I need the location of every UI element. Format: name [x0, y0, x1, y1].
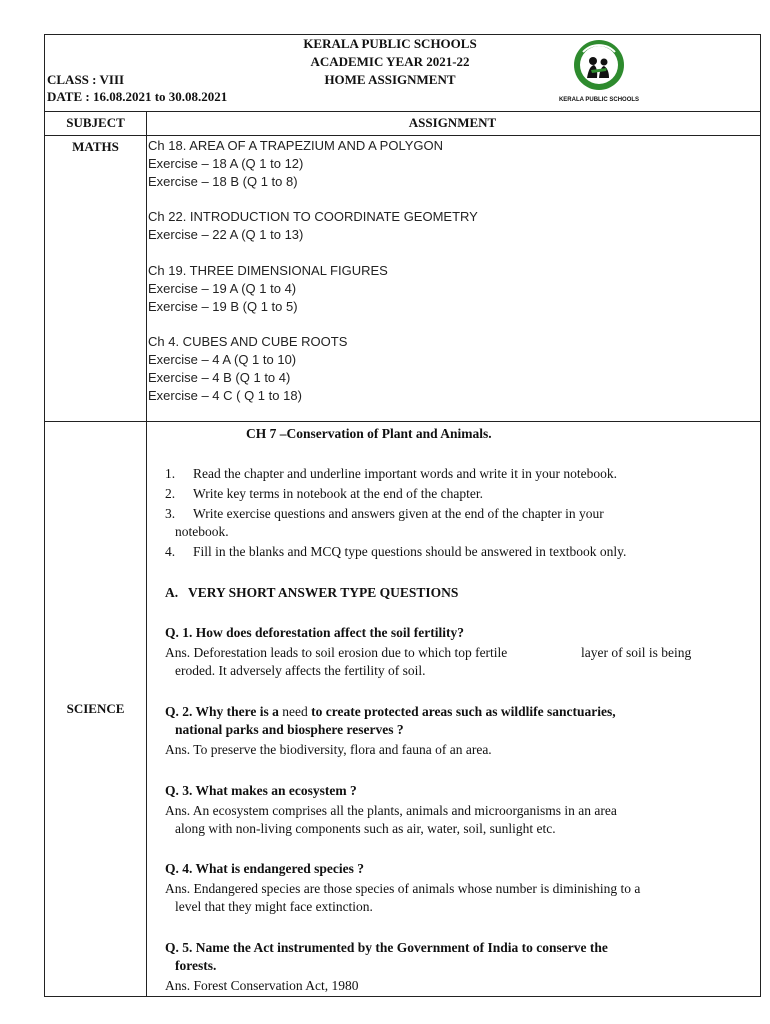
exercise-line: Exercise – 19 A (Q 1 to 4): [148, 281, 297, 296]
answer: Ans. To preserve the biodiversity, flora and fauna of an area.: [165, 742, 492, 757]
header-divider: [45, 111, 760, 112]
instruction-text: notebook.: [175, 524, 229, 539]
answer: layer of soil is being: [581, 645, 692, 660]
question: forests.: [175, 958, 217, 973]
school-logo-icon: [558, 38, 640, 104]
answer: eroded. It adversely affects the fertility of soil.: [175, 663, 426, 678]
question: national parks and biosphere reserves ?: [175, 722, 404, 737]
chapter-heading: Ch 19. THREE DIMENSIONAL FIGURES: [148, 263, 388, 278]
assignment-column-header: ASSIGNMENT: [408, 115, 497, 130]
answer: Ans. Deforestation leads to soil erosion due to which top fertile: [165, 645, 508, 660]
academic-year: ACADEMIC YEAR 2021-22: [310, 54, 470, 69]
answer: level that they might face extinction.: [175, 899, 373, 914]
question: Q. 3. What makes an ecosystem ?: [165, 783, 357, 798]
question-text: to create protected areas such as wildlife sanctuaries,: [311, 704, 616, 719]
chapter-heading: Ch 22. INTRODUCTION TO COORDINATE GEOMETRY: [148, 209, 478, 224]
section-heading: A. VERY SHORT ANSWER TYPE QUESTIONS: [165, 585, 459, 600]
instruction-text: Write key terms in notebook at the end of the chapter.: [193, 486, 483, 501]
chapter-title: CH 7 –Conservation of Plant and Animals.: [246, 426, 492, 441]
school-logo: [558, 38, 640, 104]
class-label: CLASS : VIII: [47, 72, 125, 87]
subject-maths: MATHS: [72, 139, 119, 154]
exercise-line: Exercise – 18 B (Q 1 to 8): [148, 174, 298, 189]
answer: along with non-living components such as air, water, soil, sunlight etc.: [175, 821, 556, 836]
subject-science: SCIENCE: [66, 701, 125, 716]
instruction-text: Write exercise questions and answers given at the end of the chapter in your: [193, 506, 604, 521]
question-text: need: [282, 704, 308, 719]
column-divider: [146, 111, 147, 996]
exercise-line: Exercise – 22 A (Q 1 to 13): [148, 227, 304, 242]
question-text: Q. 2. Why there is a: [165, 704, 279, 719]
school-name: KERALA PUBLIC SCHOOLS: [303, 36, 477, 51]
instruction-text: Read the chapter and underline important words and write it in your notebook.: [193, 466, 618, 481]
exercise-line: Exercise – 4 A (Q 1 to 10): [148, 352, 297, 367]
exercise-line: Exercise – 18 A (Q 1 to 12): [148, 156, 304, 171]
question: Q. 1. How does deforestation affect the soil fertility?: [165, 625, 464, 640]
document-title: HOME ASSIGNMENT: [324, 72, 456, 87]
question: Q. 5. Name the Act instrumented by the Government of India to conserve the: [165, 940, 608, 955]
instruction-number: 2.: [165, 486, 176, 501]
instruction-text: Fill in the blanks and MCQ type questions should be answered in textbook only.: [193, 544, 627, 559]
instruction-number: 4.: [165, 544, 176, 559]
question: Q. 4. What is endangered species ?: [165, 861, 365, 876]
maths-science-divider: [45, 421, 760, 422]
exercise-line: Exercise – 19 B (Q 1 to 5): [148, 299, 298, 314]
answer: Ans. Forest Conservation Act, 1980: [165, 978, 359, 993]
question: [165, 703, 616, 721]
answer: Ans. Endangered species are those species of animals whose number is diminishing to a: [165, 881, 641, 896]
exercise-line: Exercise – 4 B (Q 1 to 4): [148, 370, 291, 385]
column-header-divider: [45, 135, 760, 136]
chapter-heading: Ch 4. CUBES AND CUBE ROOTS: [148, 334, 348, 349]
exercise-line: Exercise – 4 C ( Q 1 to 18): [148, 388, 302, 403]
logo-caption: KERALA PUBLIC SCHOOLS: [558, 97, 640, 103]
date-range: DATE : 16.08.2021 to 30.08.2021: [47, 89, 228, 104]
subject-column-header: SUBJECT: [66, 115, 125, 130]
answer: Ans. An ecosystem comprises all the plants, animals and microorganisms in an area: [165, 803, 617, 818]
instruction-number: 3.: [165, 506, 176, 521]
chapter-heading: Ch 18. AREA OF A TRAPEZIUM AND A POLYGON: [148, 138, 444, 153]
instruction-number: 1.: [165, 466, 176, 481]
